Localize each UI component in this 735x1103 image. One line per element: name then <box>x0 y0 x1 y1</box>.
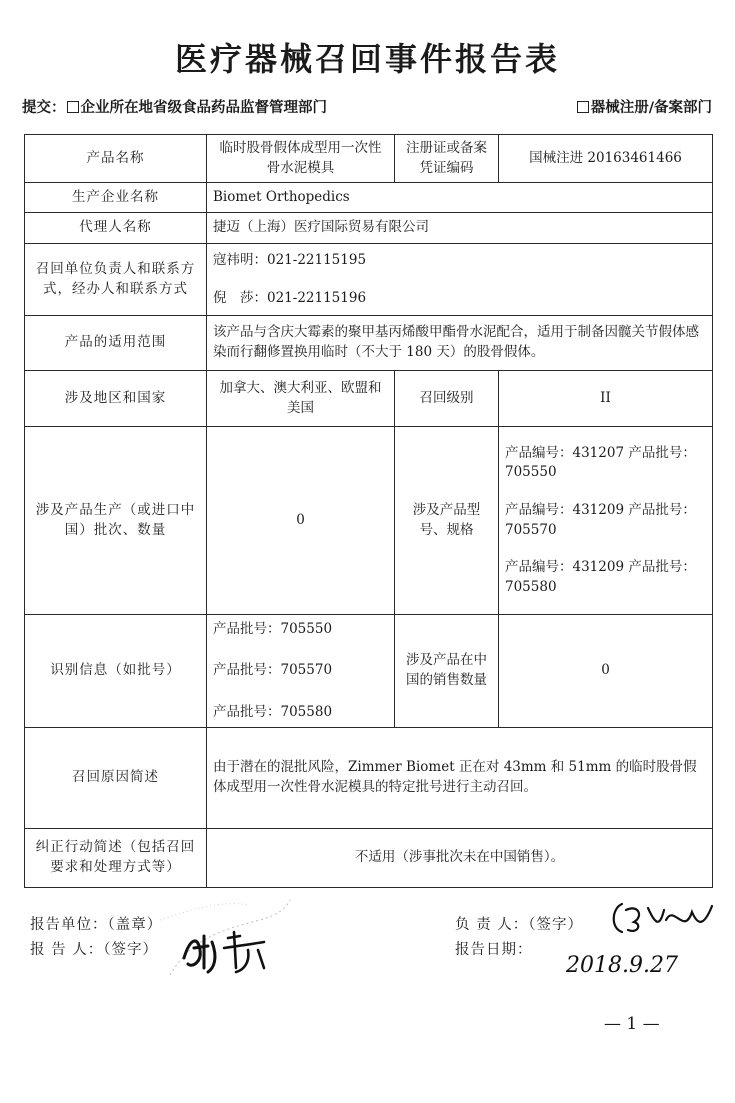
row-production <box>25 427 713 615</box>
registration-value: 国械注进 20163461466 <box>499 135 713 183</box>
submit-right-group <box>576 96 712 117</box>
contact-line: 寇祎明：021-22115195 <box>213 251 367 268</box>
report-date-label: 报告日期： <box>455 942 533 958</box>
row-agent <box>25 213 713 244</box>
product-name-value: 临时股骨假体成型用一次性骨水泥模具 <box>207 135 395 183</box>
contact-line: 倪 莎：021-22115196 <box>213 289 367 306</box>
corrective-value: 不适用（涉事批次未在中国销售）。 <box>207 829 713 888</box>
reporter-signature <box>178 928 273 976</box>
row-manufacturer <box>25 183 713 213</box>
manufacturer-value: Biomet Orthopedics <box>207 183 713 213</box>
identification-line: 产品批号：705550 <box>213 620 333 637</box>
scope-label: 产品的适用范围 <box>25 316 207 371</box>
agent-value: 捷迈（上海）医疗国际贸易有限公司 <box>207 213 713 244</box>
responsible-label: 负 责 人：（签字） <box>455 917 583 933</box>
contact-label: 召回单位负责人和联系方式，经办人和联系方式 <box>25 244 207 316</box>
reason-value: 由于潜在的混批风险，Zimmer Biomet 正在对 43mm 和 51mm 的临时股骨假体成型用一次性骨水泥模具的特定批号进行主动召回。 <box>207 728 713 829</box>
enterprise-option-label: 企业所在地省级食品药品监督管理部门 <box>80 100 327 116</box>
form-title: 医疗器械召回事件报告表 <box>174 40 560 78</box>
row-identification <box>25 615 713 728</box>
identification-label: 识别信息（如批号） <box>25 615 207 728</box>
row-scope <box>25 316 713 371</box>
corrective-label: 纠正行动简述（包括召回要求和处理方式等） <box>25 829 207 888</box>
row-region <box>25 371 713 427</box>
product-name-label: 产品名称 <box>25 135 207 183</box>
report-unit-label: 报告单位：（盖章） <box>30 917 163 933</box>
submit-left-group <box>22 96 327 117</box>
production-label: 涉及产品生产（或进口中国）批次、数量 <box>25 427 207 615</box>
identification-value <box>207 615 395 728</box>
model-spec-label: 涉及产品型号、规格 <box>395 427 499 615</box>
enterprise-checkbox[interactable] <box>67 101 79 113</box>
reason-label: 召回原因简述 <box>25 728 207 829</box>
model-spec-value <box>499 427 713 615</box>
identification-line: 产品批号：705570 <box>213 662 333 679</box>
registration-option-label: 器械注册/备案部门 <box>590 100 712 116</box>
row-product <box>25 135 713 183</box>
scope-value: 该产品与含庆大霉素的聚甲基丙烯酸甲酯骨水泥配合，适用于制备因髋关节假体感染而行翻修置换用临时（不大于 180 天）的股骨假体。 <box>207 316 713 371</box>
agent-label: 代理人名称 <box>25 213 207 244</box>
submit-to-line <box>22 96 712 118</box>
report-date-handwriting <box>560 942 700 986</box>
region-value: 加拿大、澳大利亚、欧盟和美国 <box>207 371 395 427</box>
identification-line: 产品批号：705580 <box>213 703 333 720</box>
row-reason <box>25 728 713 829</box>
contact-value <box>207 244 713 316</box>
report-date-value: 2018.9.27 <box>566 953 678 978</box>
registration-checkbox[interactable] <box>577 101 589 113</box>
model-spec-line: 产品编号：431209 产品批号：705570 <box>505 501 696 538</box>
recall-level-value: II <box>499 371 713 427</box>
manufacturer-label: 生产企业名称 <box>25 183 207 213</box>
recall-level-label: 召回级别 <box>395 371 499 427</box>
submit-prefix: 提交： <box>22 100 66 116</box>
page-number: — 1 — <box>604 1014 660 1034</box>
production-value: 0 <box>207 427 395 615</box>
region-label: 涉及地区和国家 <box>25 371 207 427</box>
china-sales-value: 0 <box>499 615 713 728</box>
recall-report-table <box>24 134 713 888</box>
row-corrective <box>25 829 713 888</box>
model-spec-line: 产品编号：431209 产品批号：705580 <box>505 559 696 595</box>
reporter-label: 报 告 人：（签字） <box>30 942 158 958</box>
row-contact <box>25 244 713 316</box>
china-sales-label: 涉及产品在中国的销售数量 <box>395 615 499 728</box>
responsible-signature <box>608 896 720 940</box>
registration-label: 注册证或备案凭证编码 <box>395 135 499 183</box>
model-spec-line: 产品编号：431207 产品批号：705550 <box>505 444 696 481</box>
